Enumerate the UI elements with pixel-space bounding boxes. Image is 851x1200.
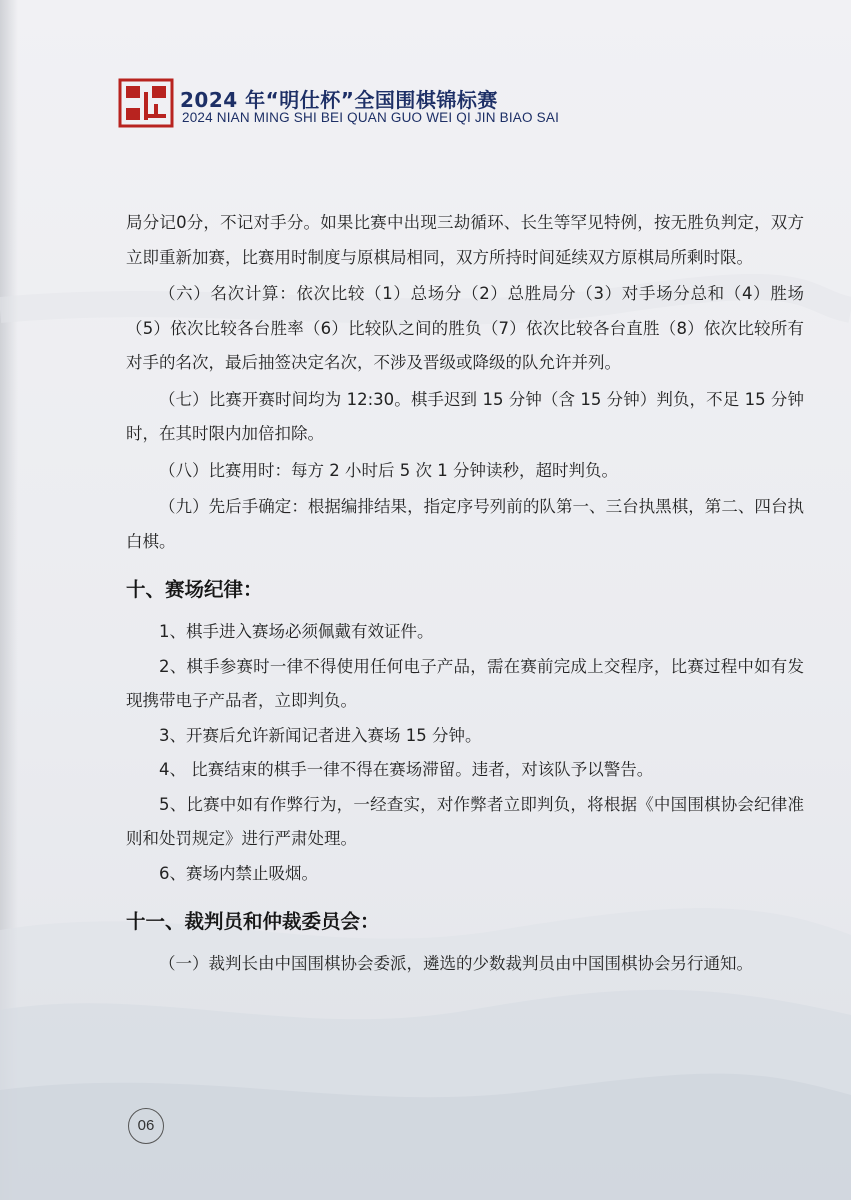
paragraph-tie-rules: 局分记0分，不记对手分。如果比赛中出现三劫循环、长生等罕见特例，按无胜负判定，双方立即重新加赛，比赛用时制度与原棋局相同，双方所持时间延续双方原棋局所剩时限。 <box>126 213 804 267</box>
list-item: 4、 比赛结束的棋手一律不得在赛场滞留。违者，对该队予以警告。 <box>159 760 654 779</box>
event-title-chinese: 2024 年“明仕杯”全国围棋锦标赛 <box>180 88 498 112</box>
event-title-pinyin: 2024 NIAN MING SHI BEI QUAN GUO WEI QI JIN BIAO SAI <box>182 110 560 125</box>
list-item: 3、开赛后允许新闻记者进入赛场 15 分钟。 <box>159 725 482 745</box>
paragraph-color-assignment: （九）先后手确定：根据编排结果，指定序号列前的队第一、三台执黑棋，第二、四台执白棋。 <box>126 497 804 551</box>
document-body <box>126 206 804 982</box>
list-item: （一）裁判长由中国围棋协会委派，遴选的少数裁判员由中国围棋协会另行通知。 <box>159 954 753 973</box>
paragraph-time-control: （八）比赛用时：每方 2 小时后 5 次 1 分钟读秒，超时判负。 <box>159 460 618 480</box>
list-item: 2、棋手参赛时一律不得使用任何电子产品，需在赛前完成上交程序，比赛过程中如有发现携带电子产品者，立即判负。 <box>126 656 804 710</box>
document-header <box>118 72 768 132</box>
list-item: 6、赛场内禁止吸烟。 <box>159 863 318 883</box>
section-heading-referees: 十一、裁判员和仲裁委员会： <box>126 910 380 933</box>
section-heading-discipline: 十、赛场纪律： <box>126 578 263 601</box>
event-logo <box>118 78 174 128</box>
list-item: 5、比赛中如有作弊行为，一经查实，对作弊者立即判负，将根据《中国围棋协会纪律准则和处罚规定》进行严肃处理。 <box>126 794 804 848</box>
list-item: 1、棋手进入赛场必须佩戴有效证件。 <box>159 622 434 641</box>
page-number: 06 <box>128 1108 164 1144</box>
paragraph-start-time: （七）比赛开赛时间均为 12:30。棋手迟到 15 分钟（含 15 分钟）判负，不足 15 分钟时，在其时限内加倍扣除。 <box>126 389 804 443</box>
paragraph-ranking: （六）名次计算：依次比较（1）总场分（2）总胜局分（3）对手场分总和（4）胜场（5）依次比较各台胜率（6）比较队之间的胜负（7）依次比较各台直胜（8）依次比较所有对手的名次，最后抽签决定名次，不涉及晋级或降级的队允许并列。 <box>126 284 804 372</box>
